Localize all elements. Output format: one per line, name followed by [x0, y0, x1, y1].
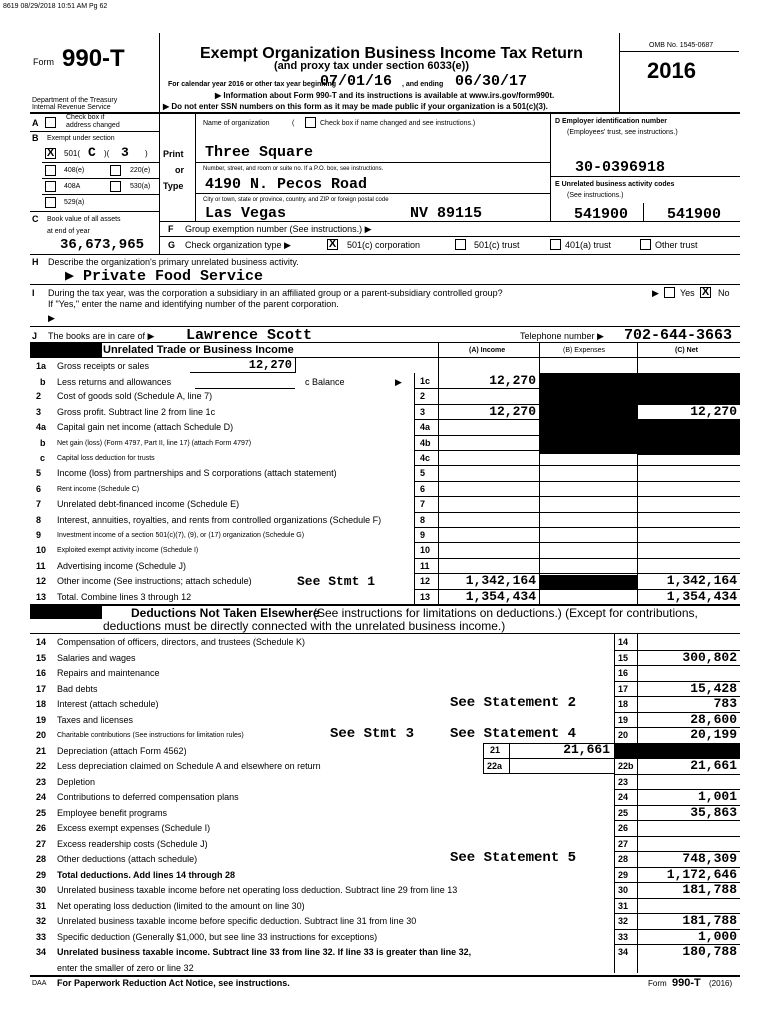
part1-income-value: 1,354,434 [465, 588, 536, 604]
subsidiary-no-label: No [718, 288, 730, 298]
part2-line-text: Depreciation (attach Form 4562) [57, 745, 187, 756]
part1-line-num: 7 [36, 499, 42, 510]
part2-amount: 1,172,646 [666, 866, 737, 882]
total-assets: 36,673,965 [60, 237, 145, 253]
part1-line-text: Total. Combine lines 3 through 12 [57, 591, 192, 602]
i-arrow: ▶ [652, 288, 659, 298]
type-label: Type [163, 181, 184, 191]
part1-line-box: 9 [420, 530, 426, 540]
part2-line-num: 29 [36, 869, 47, 880]
books-care-text: The books are in care of ▶ [48, 331, 155, 341]
address-changed-text1: Check box if [66, 114, 105, 121]
see-stmt-1: See Stmt 1 [297, 574, 376, 589]
part2-line-text: Unrelated business taxable income before net operating loss deduction. Subtract line 29 from line 13 [57, 885, 458, 895]
part1-net-value: 1,342,164 [666, 573, 737, 589]
activity-code-2: 541900 [667, 206, 722, 223]
part1-line-num: 10 [36, 545, 47, 556]
org-type-text: Check organization type ▶ [185, 240, 291, 250]
part2-line-num: 32 [36, 916, 47, 926]
529a-checkbox[interactable] [45, 197, 56, 208]
part1-line-num: c [40, 453, 46, 463]
501c-number: 3 [121, 145, 129, 160]
part1-line-text: Investment income of a section 501(c)(7), (9), or (17) organization (Schedule G) [57, 532, 305, 539]
part1-line-num: 9 [36, 530, 42, 540]
part1-line-text: Other income (See instructions; attach schedule) [57, 576, 252, 587]
subsidiary-yes-checkbox[interactable] [664, 287, 675, 298]
part1-line-num: 2 [36, 391, 42, 402]
org-name-label: Name of organization [203, 120, 270, 127]
part2-line-box: 15 [618, 652, 629, 663]
part1-line-num: 11 [36, 560, 46, 571]
part2-line-num: 22 [36, 761, 47, 771]
form-title: Exempt Organization Business Income Tax Return [200, 45, 583, 62]
part2-amount: 28,600 [690, 711, 737, 727]
part1-line-num: 6 [36, 483, 42, 494]
part2-line-num: 18 [36, 699, 47, 709]
subsidiary-yes-label: Yes [680, 288, 695, 298]
501c-trust-label: 501(c) trust [474, 240, 520, 250]
line21-shaded [615, 743, 637, 758]
part1-income-value: 12,270 [489, 373, 536, 388]
col-b-header: (B) Expenses [563, 347, 606, 354]
part2-line-box: 31 [618, 900, 629, 911]
part2-line-box: 20 [618, 730, 629, 740]
part2-line-text: Charitable contributions (See instructions for limitation rules) [57, 732, 244, 739]
activity-desc-text: Describe the organization's primary unrelated business activity. [48, 257, 299, 267]
activity-codes-label: E Unrelated business activity codes [555, 181, 675, 188]
part2-line-num: 25 [36, 807, 47, 818]
part2-line-box: 19 [618, 714, 629, 725]
501c-text: 501( [64, 149, 81, 158]
line-i-label: I [32, 288, 35, 298]
part2-amount: 181,788 [682, 882, 737, 897]
city-label: City or town, state or province, country, and ZIP or foreign postal code [203, 197, 389, 203]
part1-line-box: 6 [420, 483, 426, 494]
books-care-name: Lawrence Scott [186, 327, 313, 344]
part1-line-box: 1c [420, 376, 431, 386]
part2-line-num: 27 [36, 838, 47, 849]
part1-line-text: Gross profit. Subtract line 2 from line 1c [57, 406, 216, 417]
part2-amount: 20,199 [690, 727, 737, 742]
part1-line-text: Advertising income (Schedule J) [57, 560, 187, 571]
part1-income-value: 1,342,164 [465, 573, 536, 589]
line-b-label: B [32, 133, 39, 143]
address-changed-checkbox[interactable] [45, 117, 56, 128]
book-value-text2: at end of year [47, 228, 90, 235]
part2-line-num: 14 [36, 637, 47, 647]
part2-line-text: Excess exempt expenses (Schedule I) [57, 823, 211, 833]
530a-checkbox[interactable] [110, 181, 121, 192]
part2-line-text: Interest (attach schedule) [57, 699, 159, 709]
part2-line-box: 24 [618, 792, 629, 802]
line1c-arrow: ▶ [395, 377, 402, 387]
401a-trust-checkbox[interactable] [550, 239, 561, 250]
408e-label: 408(e) [64, 167, 85, 174]
street-label: Number, street, and room or suite no. If a P.O. box, see instructions. [203, 166, 384, 172]
part1-line-text: Rent income (Schedule C) [57, 485, 140, 493]
part1-line-box: 8 [420, 514, 426, 525]
part2-line-text: Total deductions. Add lines 14 through 28 [57, 869, 236, 880]
408a-label: 408A [64, 183, 81, 190]
other-trust-label: Other trust [655, 240, 698, 250]
part2-line-num: 21 [36, 745, 47, 756]
tax-year: 2016 [647, 58, 696, 83]
part2-line-num: 15 [36, 652, 47, 663]
part1-line-box: 2 [420, 391, 426, 402]
see-statement-4: See Statement 4 [450, 726, 577, 742]
line-g-label: G [168, 240, 176, 250]
calendar-text: For calendar year 2016 or other tax year beginning [168, 81, 337, 88]
part2-title: Deductions Not Taken Elsewhere [131, 606, 320, 620]
org-city: Las Vegas [205, 205, 287, 222]
part2-line-box: 26 [618, 823, 629, 833]
part2-line-box: 28 [618, 854, 629, 864]
form-number: 990-T [62, 45, 125, 72]
footer-daa: DAA [32, 980, 47, 987]
part1-line-box: 12 [420, 576, 431, 587]
part2-line-box: 22b [618, 761, 634, 771]
part2-line-num: 30 [36, 885, 47, 895]
ein-sub: (Employees' trust, see instructions.) [567, 129, 678, 136]
part2-amount: 748,309 [682, 851, 737, 866]
part2-line-text: Specific deduction (Generally $1,000, but see line 33 instructions for exceptions) [57, 931, 378, 942]
part2-line-num: 34 [36, 947, 47, 957]
subsidiary-no-checkbox[interactable]: X [701, 286, 710, 298]
part2-line-box: 27 [618, 838, 629, 849]
address-changed-text2: address changed [66, 122, 120, 129]
part1-line-box: 13 [420, 591, 431, 602]
dept-treasury: Department of the Treasury [32, 97, 118, 104]
part2-line-num: 19 [36, 714, 47, 725]
line21-box-label: 21 [490, 745, 501, 755]
part2-title-line2: deductions must be directly connected with the unrelated business income.) [103, 619, 506, 633]
part1-line-num: 8 [36, 514, 42, 525]
footer-form-number: 990-T [672, 977, 701, 989]
part2-line-text: Compensation of officers, directors, and trustees (Schedule K) [57, 637, 305, 647]
book-value-text1: Book value of all assets [47, 216, 121, 223]
part1-net-value: 1,354,434 [666, 588, 737, 604]
part2-line-num: 26 [36, 823, 47, 833]
part2-line-box: 18 [618, 699, 629, 709]
name-changed-text: Check box if name changed and see instructions.) [320, 120, 476, 127]
begin-date: 07/01/16 [320, 73, 393, 90]
line34-text2: enter the smaller of zero or line 32 [57, 963, 194, 973]
name-changed-checkbox[interactable] [305, 117, 316, 128]
part1-income-value: 12,270 [489, 403, 536, 419]
subsidiary-question: During the tax year, was the corporation a subsidiary in an affiliated group or a parent-subsidiary controlled group? [48, 288, 503, 298]
part2-line-text: Unrelated business taxable income before specific deduction. Subtract line 31 from line 30 [57, 916, 417, 926]
part1-line-box: 4c [420, 453, 431, 463]
part2-title-rest: (See instructions for limitations on deductions.) (Except for contributions, [313, 606, 698, 620]
part1-line-box: 10 [420, 545, 431, 556]
form-subtitle: (and proxy tax under section 6033(e)) [274, 60, 469, 72]
part1-tab [30, 343, 102, 357]
part2-line-text: Less depreciation claimed on Schedule A and elsewhere on return [57, 761, 321, 771]
org-name: Three Square [205, 144, 314, 161]
529a-label: 529(a) [64, 199, 85, 206]
col-a-header: (A) Income [469, 347, 506, 354]
220e-checkbox[interactable] [110, 165, 121, 176]
line1b-text: Less returns and allowances [57, 377, 172, 387]
501c-corporation-checkbox[interactable]: X [328, 238, 337, 250]
line21-amount: 21,661 [563, 742, 610, 757]
501c-corporation-label: 501(c) corporation [347, 240, 421, 250]
org-street: 4190 N. Pecos Road [205, 176, 368, 193]
see-statement-2: See Statement 2 [450, 695, 577, 711]
col-b-shaded-1 [540, 373, 637, 454]
part2-amount: 783 [713, 696, 737, 711]
dept-irs: Internal Revenue Service [32, 104, 111, 111]
part1-line-box: 7 [420, 499, 426, 510]
part2-line-num: 16 [36, 668, 47, 678]
part2-line-box: 16 [618, 668, 629, 678]
part1-title: Unrelated Trade or Business Income [103, 344, 294, 356]
part2-line-box: 33 [618, 931, 629, 942]
info-line: ▶ Information about Form 990-T and its instructions is available at www.irs.gov/form990t. [215, 91, 555, 100]
line1a-num: 1a [36, 361, 47, 371]
activity-desc-value: ▶ Private Food Service [65, 268, 264, 285]
530a-label: 530(a) [130, 183, 151, 190]
501c-close: ) [145, 149, 148, 158]
part1-line-box: 5 [420, 468, 426, 479]
line1a-amount: 12,270 [248, 358, 292, 372]
part2-line-num: 28 [36, 854, 47, 864]
part1-line-box: 3 [420, 406, 426, 417]
part2-line-text: Other deductions (attach schedule) [57, 854, 198, 864]
part1-line-num: 3 [36, 406, 42, 417]
ssn-line: ▶ Do not enter SSN numbers on this form as it may be made public if your organization is a 501(c)(3). [163, 102, 548, 111]
part2-amount: 15,428 [690, 680, 737, 696]
part2-line-text: Excess readership costs (Schedule J) [57, 838, 208, 849]
see-statement-5: See Statement 5 [450, 850, 577, 866]
line-h-label: H [32, 257, 39, 267]
part2-amount: 1,001 [697, 789, 737, 804]
line1a-text: Gross receipts or sales [57, 361, 150, 371]
part2-line-num: 24 [36, 792, 47, 802]
parent-corp-arrow: ▶ [48, 313, 55, 323]
part2-line-text: Employee benefit programs [57, 807, 168, 818]
part1-line-box: 4b [420, 437, 431, 448]
part1-line-text: Income (loss) from partnerships and S corporations (attach statement) [57, 468, 337, 479]
501c-checkbox[interactable]: X [46, 147, 55, 159]
part1-line-text: Unrelated debt-financed income (Schedule E) [57, 499, 240, 510]
name-check-paren: ( [292, 120, 295, 127]
501c-letter: C [88, 145, 96, 160]
part1-line-text: Net gain (loss) (Form 4797, Part II, line 17) (attach Form 4797) [57, 439, 252, 447]
part2-line-num: 33 [36, 931, 47, 942]
line-a-label: A [32, 118, 39, 128]
part2-tab [30, 605, 102, 619]
part2-line-box: 25 [618, 807, 629, 818]
part2-line-text: Unrelated business taxable income. Subtract line 33 from line 32. If line 33 is greater than line 32, [57, 947, 472, 957]
see-stmt-3: See Stmt 3 [330, 726, 415, 742]
org-state-zip: NV 89115 [410, 205, 483, 222]
408e-checkbox[interactable] [45, 165, 56, 176]
part1-line-text: Capital loss deduction for trusts [57, 455, 155, 462]
part1-line-text: Interest, annuities, royalties, and rents from controlled organizations (Schedule F) [57, 514, 382, 525]
line1c-balance: c Balance [305, 377, 345, 387]
line1b-num: b [40, 377, 46, 387]
part2-line-text: Salaries and wages [57, 652, 136, 663]
col-c-header: (C) Net [675, 347, 698, 354]
ein-value: 30-0396918 [575, 159, 666, 176]
part2-line-text: Net operating loss deduction (limited to the amount on line 30) [57, 900, 305, 911]
line-j-label: J [32, 331, 38, 341]
part2-line-box: 17 [618, 683, 629, 694]
part2-amount: 1,000 [697, 928, 737, 944]
ein-label: D Employer identification number [555, 118, 668, 125]
footer-year: (2016) [709, 979, 733, 988]
part2-line-num: 20 [36, 730, 47, 740]
part2-line-text: Contributions to deferred compensation plans [57, 792, 239, 802]
part1-line-num: b [40, 437, 46, 448]
part1-line-num: 5 [36, 468, 42, 479]
401a-trust-label: 401(a) trust [565, 240, 612, 250]
form-label: Form [33, 57, 54, 67]
part2-line-text: Repairs and maintenance [57, 668, 160, 678]
408a-checkbox[interactable] [45, 181, 56, 192]
220e-label: 220(e) [130, 167, 151, 174]
footer-form-label: Form [648, 979, 667, 988]
ending-text: , and ending [402, 81, 444, 88]
part2-amount: 181,788 [682, 913, 737, 928]
part2-line-text: Bad debts [57, 683, 98, 694]
part2-amount: 21,661 [690, 758, 737, 773]
line21-amount-shaded [638, 743, 740, 758]
part2-line-text: Depletion [57, 776, 96, 787]
line22a-box-label: 22a [487, 761, 503, 771]
501c-trust-checkbox[interactable] [455, 239, 466, 250]
501c-paren: )( [104, 149, 110, 158]
part2-amount: 300,802 [682, 649, 737, 665]
part1-line-num: 4a [36, 422, 47, 433]
exempt-under-text: Exempt under section [47, 135, 115, 142]
part2-line-box: 23 [618, 776, 629, 787]
part2-amount: 35,863 [690, 804, 737, 820]
part1-line-num: 12 [36, 576, 47, 587]
part1-line-box: 11 [420, 560, 430, 571]
part2-line-num: 31 [36, 900, 47, 911]
or-label: or [175, 165, 184, 175]
part2-line-box: 34 [618, 947, 629, 957]
part2-line-box: 29 [618, 869, 629, 880]
print-stamp: 8619 08/29/2018 10:51 AM Pg 62 [3, 3, 108, 10]
part2-line-box: 14 [618, 637, 629, 647]
other-trust-checkbox[interactable] [640, 239, 651, 250]
telephone-value: 702-644-3663 [624, 327, 733, 344]
line-c-label: C [32, 214, 39, 224]
part2-line-box: 30 [618, 885, 629, 895]
print-label: Print [163, 149, 184, 159]
part1-line-num: 13 [36, 591, 47, 602]
group-exemption-text: Group exemption number (See instructions.) ▶ [185, 224, 372, 234]
parent-corp-text: If "Yes," enter the name and identifying number of the parent corporation. [48, 299, 339, 309]
part2-line-box: 32 [618, 916, 629, 926]
telephone-label: Telephone number ▶ [520, 331, 604, 341]
end-date: 06/30/17 [455, 73, 528, 90]
activity-code-1: 541900 [574, 206, 629, 223]
omb-number: OMB No. 1545-0687 [649, 42, 714, 49]
part1-line-text: Capital gain net income (attach Schedule D) [57, 422, 234, 433]
part2-line-num: 17 [36, 683, 47, 694]
footer-paperwork: For Paperwork Reduction Act Notice, see instructions. [57, 978, 290, 988]
activity-codes-sub: (See instructions.) [567, 192, 624, 199]
part1-line-text: Exploited exempt activity income (Schedule I) [57, 547, 199, 555]
part2-line-text: Taxes and licenses [57, 714, 134, 725]
part1-line-box: 4a [420, 422, 431, 433]
part2-line-num: 23 [36, 776, 47, 787]
part1-net-value: 12,270 [690, 403, 737, 419]
part2-amount: 180,788 [682, 944, 737, 959]
line-f-label: F [168, 224, 174, 234]
part1-line-text: Cost of goods sold (Schedule A, line 7) [57, 391, 213, 402]
